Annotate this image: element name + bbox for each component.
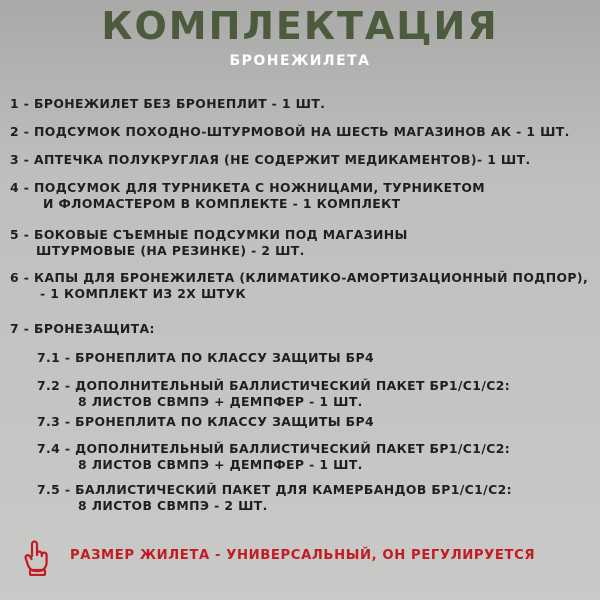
size-note: РАЗМЕР ЖИЛЕТА - УНИВЕРСАЛЬНЫЙ, ОН РЕГУЛИРУЕТСЯ: [70, 548, 536, 563]
sub-list-item: 7.4 - ДОПОЛНИТЕЛЬНЫЙ БАЛЛИСТИЧЕСКИЙ ПАКЕТ БР1/С1/С2:: [37, 441, 511, 456]
list-item-continuation: - 1 КОМПЛЕКТ ИЗ 2Х ШТУК: [40, 286, 247, 301]
list-item: 6 - КАПЫ ДЛЯ БРОНЕЖИЛЕТА (КЛИМАТИКО-АМОРТИЗАЦИОННЫЙ ПОДПОР),: [10, 270, 589, 285]
list-item-continuation: И ФЛОМАСТЕРОМ В КОМПЛЕКТЕ - 1 КОМПЛЕКТ: [43, 196, 401, 211]
page-title: КОМПЛЕКТАЦИЯ: [101, 4, 499, 48]
list-item: 5 - БОКОВЫЕ СЪЕМНЫЕ ПОДСУМКИ ПОД МАГАЗИНЫ: [10, 227, 408, 242]
sub-list-item-continuation: 8 ЛИСТОВ СВМПЭ + ДЕМПФЕР - 1 ШТ.: [78, 457, 363, 472]
list-item: 2 - ПОДСУМОК ПОХОДНО-ШТУРМОВОЙ НА ШЕСТЬ МАГАЗИНОВ АК - 1 ШТ.: [10, 124, 570, 139]
list-item: 1 - БРОНЕЖИЛЕТ БЕЗ БРОНЕПЛИТ - 1 ШТ.: [10, 96, 326, 111]
sub-list-item: 7.3 - БРОНЕПЛИТА ПО КЛАССУ ЗАЩИТЫ БР4: [37, 414, 375, 429]
hand-point-up-icon: [22, 540, 52, 576]
list-item-continuation: ШТУРМОВЫЕ (НА РЕЗИНКЕ) - 2 ШТ.: [36, 243, 305, 258]
list-item: 7 - БРОНЕЗАЩИТА:: [10, 321, 155, 336]
sub-list-item-continuation: 8 ЛИСТОВ СВМПЭ + ДЕМПФЕР - 1 ШТ.: [78, 394, 363, 409]
list-item: 4 - ПОДСУМОК ДЛЯ ТУРНИКЕТА С НОЖНИЦАМИ, ТУРНИКЕТОМ: [10, 180, 485, 195]
page-subtitle: БРОНЕЖИЛЕТА: [229, 53, 371, 69]
footer-note: [0, 540, 600, 576]
sub-list-item: 7.1 - БРОНЕПЛИТА ПО КЛАССУ ЗАЩИТЫ БР4: [37, 350, 375, 365]
sub-list-item-continuation: 8 ЛИСТОВ СВМПЭ - 2 ШТ.: [78, 498, 268, 513]
sub-list-item: 7.2 - ДОПОЛНИТЕЛЬНЫЙ БАЛЛИСТИЧЕСКИЙ ПАКЕТ БР1/С1/С2:: [37, 378, 511, 393]
list-item: 3 - АПТЕЧКА ПОЛУКРУГЛАЯ (НЕ СОДЕРЖИТ МЕДИКАМЕНТОВ)- 1 ШТ.: [10, 152, 531, 167]
sub-list-item: 7.5 - БАЛЛИСТИЧЕСКИЙ ПАКЕТ ДЛЯ КАМЕРБАНДОВ БР1/С1/С2:: [37, 482, 512, 497]
